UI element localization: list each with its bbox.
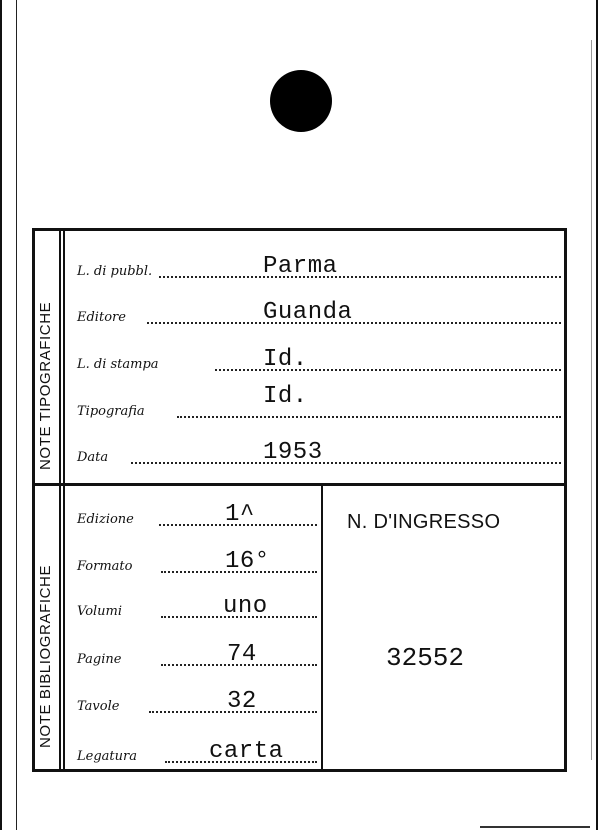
field-luogo-pubblicazione bbox=[77, 251, 565, 281]
card-left-edge bbox=[0, 0, 2, 830]
field-value: Id. bbox=[263, 383, 308, 410]
field-label: Legatura bbox=[77, 749, 137, 764]
field-value: Parma bbox=[263, 253, 338, 280]
ingresso-label: N. D'INGRESSO bbox=[347, 511, 501, 533]
field-label: Tavole bbox=[77, 699, 120, 714]
field-label: Formato bbox=[77, 559, 133, 574]
field-label: Pagine bbox=[77, 652, 122, 667]
field-value: 1^ bbox=[225, 501, 255, 528]
field-value: 32 bbox=[227, 688, 257, 715]
side-rule-outer bbox=[59, 231, 61, 769]
field-pagine bbox=[77, 639, 317, 669]
field-label: Volumi bbox=[77, 604, 123, 619]
side-rule-inner bbox=[63, 231, 65, 769]
field-label: Tipografia bbox=[77, 404, 145, 419]
field-value: Id. bbox=[263, 346, 308, 373]
field-luogo-stampa bbox=[77, 344, 565, 374]
section-label-bibliografiche: NOTE BIBLIOGRAFICHE bbox=[37, 564, 54, 748]
section-divider bbox=[35, 483, 564, 486]
catalog-card-form bbox=[32, 228, 567, 772]
dotted-line bbox=[131, 462, 561, 464]
field-value: carta bbox=[209, 738, 284, 765]
dotted-line bbox=[147, 322, 561, 324]
field-label: Data bbox=[77, 450, 109, 465]
field-edizione bbox=[77, 499, 317, 529]
field-tavole bbox=[77, 686, 317, 716]
field-value: uno bbox=[223, 593, 268, 620]
card-right-rule bbox=[591, 40, 592, 760]
field-value: 1953 bbox=[263, 439, 323, 466]
card-right-edge bbox=[596, 0, 598, 830]
field-label: L. di stampa bbox=[77, 357, 159, 372]
field-editore bbox=[77, 297, 565, 327]
field-value: 16° bbox=[225, 548, 270, 575]
punch-hole bbox=[270, 70, 332, 132]
field-legatura bbox=[77, 736, 317, 766]
card-bottom-mark bbox=[480, 826, 590, 828]
card-left-rule bbox=[16, 0, 17, 830]
field-value: Guanda bbox=[263, 299, 353, 326]
ingresso-divider bbox=[321, 486, 323, 769]
field-formato bbox=[77, 546, 317, 576]
field-data bbox=[77, 437, 565, 467]
dotted-line bbox=[159, 276, 561, 278]
ingresso-number: 32552 bbox=[386, 643, 465, 673]
field-label: Editore bbox=[77, 310, 126, 325]
field-tipografia bbox=[77, 383, 565, 421]
field-label: L. di pubbl. bbox=[77, 264, 153, 279]
field-value: 74 bbox=[227, 641, 257, 668]
field-volumi bbox=[77, 591, 317, 621]
section-label-tipografiche: NOTE TIPOGRAFICHE bbox=[37, 301, 54, 470]
dotted-line bbox=[177, 416, 561, 418]
field-label: Edizione bbox=[77, 512, 134, 527]
